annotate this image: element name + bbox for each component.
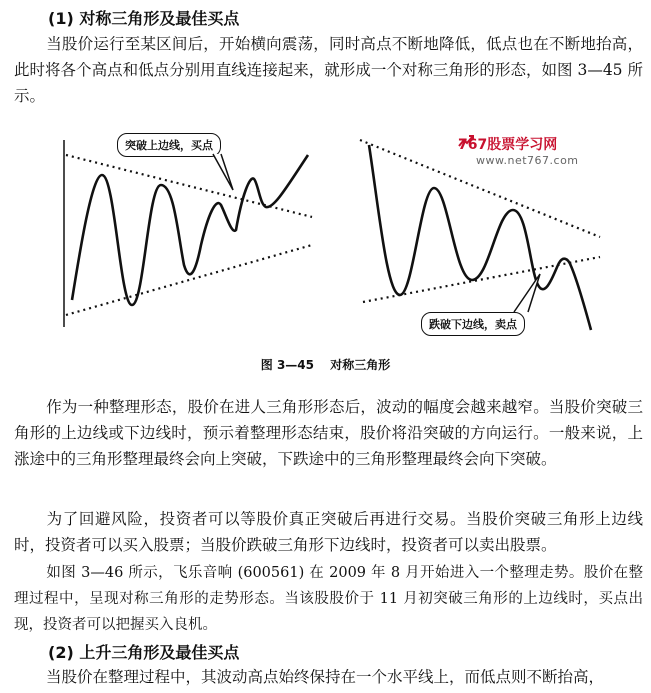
paragraph-2	[14, 394, 643, 472]
buy-point-callout: 突破上边线，买点	[117, 133, 221, 157]
figure-number: 图 3—45	[260, 358, 315, 372]
left-price-curve	[72, 155, 308, 305]
figure-caption	[0, 356, 651, 373]
watermark-brand: 767股票学习网	[458, 137, 558, 153]
figure-title: 对称三角形	[330, 358, 391, 372]
left-upper-trendline	[66, 155, 312, 217]
left-lower-trendline	[66, 245, 312, 315]
watermark-url: www.net767.com	[476, 154, 579, 167]
paragraph-4-text: 如图 3—46 所示，飞乐音响 (600561) 在 2009 年 8 月开始进入一个整理走势。股价在整理过程中，呈现对称三角形的走势形态。当该股股价于 11 月初突破三角形的上边线时，买点出现，投资者可以把握买入良机。	[14, 565, 643, 633]
paragraph-3-text: 为了回避风险，投资者可以等股价真正突破后再进行交易。当股价突破三角形上边线时，投资者可以买入股票；当股价跌破三角形下边线时，投资者可以卖出股票。	[14, 510, 643, 554]
right-price-curve	[369, 145, 591, 330]
chart-arrow-icon	[458, 134, 474, 148]
section-2-paragraph	[14, 664, 643, 690]
section-1-heading: (1) 对称三角形及最佳买点	[48, 9, 240, 28]
buy-callout-pointer	[205, 150, 245, 195]
paragraph-2-text: 作为一种整理形态，股价在进人三角形形态后，波动的幅度会越来越窄。当股价突破三角形的上边线或下边线时，预示着整理形态结束，股价将沿突破的方向运行。一般来说，上涨途中的三角形整理最终会向上突破，下跌途中的三角形整理最终会向下突破。	[14, 398, 643, 468]
paragraph-3	[14, 506, 643, 558]
watermark-logo	[458, 134, 579, 167]
section-1-paragraph	[14, 31, 643, 109]
section-1-text: 当股价运行至某区间后，开始横向震荡，同时高点不断地降低，低点也在不断地抬高，此时将各个高点和低点分别用直线连接起来，就形成一个对称三角形的形态，如图 3—45 所示。	[14, 35, 643, 105]
sell-point-callout: 跌破下边线，卖点	[421, 312, 525, 336]
paragraph-4	[14, 560, 643, 638]
section-2-heading: (2) 上升三角形及最佳买点	[48, 643, 240, 662]
figure-left-chart	[60, 135, 315, 335]
section-2-text: 当股价在整理过程中，其波动高点始终保持在一个水平线上，而低点则不断抬高，	[46, 668, 605, 686]
sell-callout-pointer	[500, 270, 550, 315]
